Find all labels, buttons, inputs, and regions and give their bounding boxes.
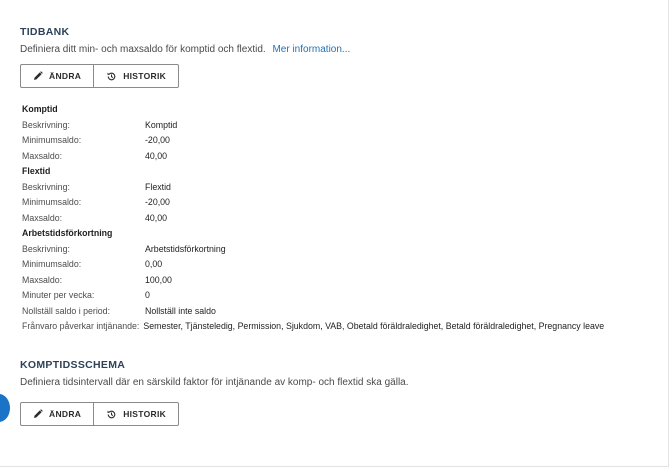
- detail-label: Maxsaldo:: [22, 150, 63, 161]
- history-icon: [106, 71, 117, 82]
- detail-value: Komptid: [145, 119, 178, 130]
- detail-row: [22, 304, 604, 320]
- detail-row: [22, 195, 604, 211]
- group-title-arbetstidsforkortning: Arbetstidsförkortning: [22, 228, 113, 238]
- detail-label: Maxsaldo:: [22, 212, 63, 223]
- komptidsschema-section: [20, 359, 409, 426]
- detail-value: 0: [145, 290, 150, 300]
- detail-row: [22, 149, 604, 165]
- detail-label: Minimumsaldo:: [22, 259, 82, 269]
- detail-row: [22, 118, 604, 134]
- detail-value: 0,00: [145, 259, 163, 269]
- history-icon: [106, 409, 117, 420]
- tidbank-edit-button[interactable]: [21, 65, 93, 87]
- tidbank-description-text: Definiera ditt min- och maxsaldo för komptid och flextid.: [20, 44, 266, 55]
- tidbank-title: TIDBANK: [20, 26, 70, 38]
- detail-label: Nollställ saldo i period:: [22, 305, 111, 316]
- detail-label: Beskrivning:: [22, 119, 70, 130]
- komptidsschema-button-group: [20, 402, 179, 426]
- komptidsschema-title: KOMPTIDSSCHEMA: [20, 359, 126, 371]
- detail-label: Beskrivning:: [22, 243, 70, 254]
- detail-value: 40,00: [145, 212, 168, 223]
- detail-row: [22, 211, 604, 227]
- group-title-komptid: Komptid: [22, 104, 58, 114]
- detail-value: Arbetstidsförkortning: [145, 243, 226, 254]
- detail-label: Minimumsaldo:: [22, 197, 82, 207]
- tidbank-history-button[interactable]: [93, 65, 178, 87]
- detail-label: Maxsaldo:: [22, 274, 63, 285]
- komptidsschema-description: Definiera tidsintervall där en särskild faktor för intjänande av komp- och flextid ska gälla.: [20, 377, 409, 388]
- komptidsschema-edit-label: ÄNDRA: [49, 409, 82, 419]
- detail-row: [22, 242, 604, 258]
- tidbank-history-label: HISTORIK: [123, 71, 167, 81]
- komptidsschema-history-label: HISTORIK: [123, 409, 167, 419]
- detail-value: -20,00: [145, 135, 170, 145]
- detail-label: Minuter per vecka:: [22, 290, 95, 300]
- detail-row: [22, 319, 604, 335]
- detail-label: Beskrivning:: [22, 181, 70, 192]
- komptidsschema-history-button[interactable]: [93, 403, 178, 425]
- komptidsschema-edit-button[interactable]: [21, 403, 93, 425]
- detail-value: 40,00: [145, 150, 168, 161]
- tidbank-button-group: [20, 64, 179, 88]
- more-information-link[interactable]: Mer information...: [272, 44, 351, 55]
- detail-row: [22, 180, 604, 196]
- tidbank-edit-label: ÄNDRA: [49, 71, 82, 81]
- detail-row: [22, 133, 604, 149]
- pencil-icon: [33, 71, 43, 81]
- detail-row: [22, 257, 604, 273]
- tidbank-section: [20, 26, 350, 88]
- tidbank-details: [22, 102, 604, 335]
- detail-value: Nollställ inte saldo: [145, 305, 216, 316]
- detail-row: [22, 288, 604, 304]
- detail-value: 100,00: [145, 274, 172, 285]
- tidbank-description: [20, 44, 350, 55]
- detail-label: Minimumsaldo:: [22, 135, 82, 145]
- pencil-icon: [33, 409, 43, 419]
- detail-row: [22, 273, 604, 289]
- detail-value: Semester, Tjänsteledig, Permission, Sjukdom, VAB, Obetald föräldraledighet, Betald föräldraledighet, Pregnancy leave: [143, 321, 605, 331]
- group-title-flextid: Flextid: [22, 166, 51, 176]
- detail-label: Frånvaro påverkar intjänande:: [22, 321, 140, 331]
- detail-value: Flextid: [145, 181, 171, 192]
- detail-value: -20,00: [145, 197, 170, 207]
